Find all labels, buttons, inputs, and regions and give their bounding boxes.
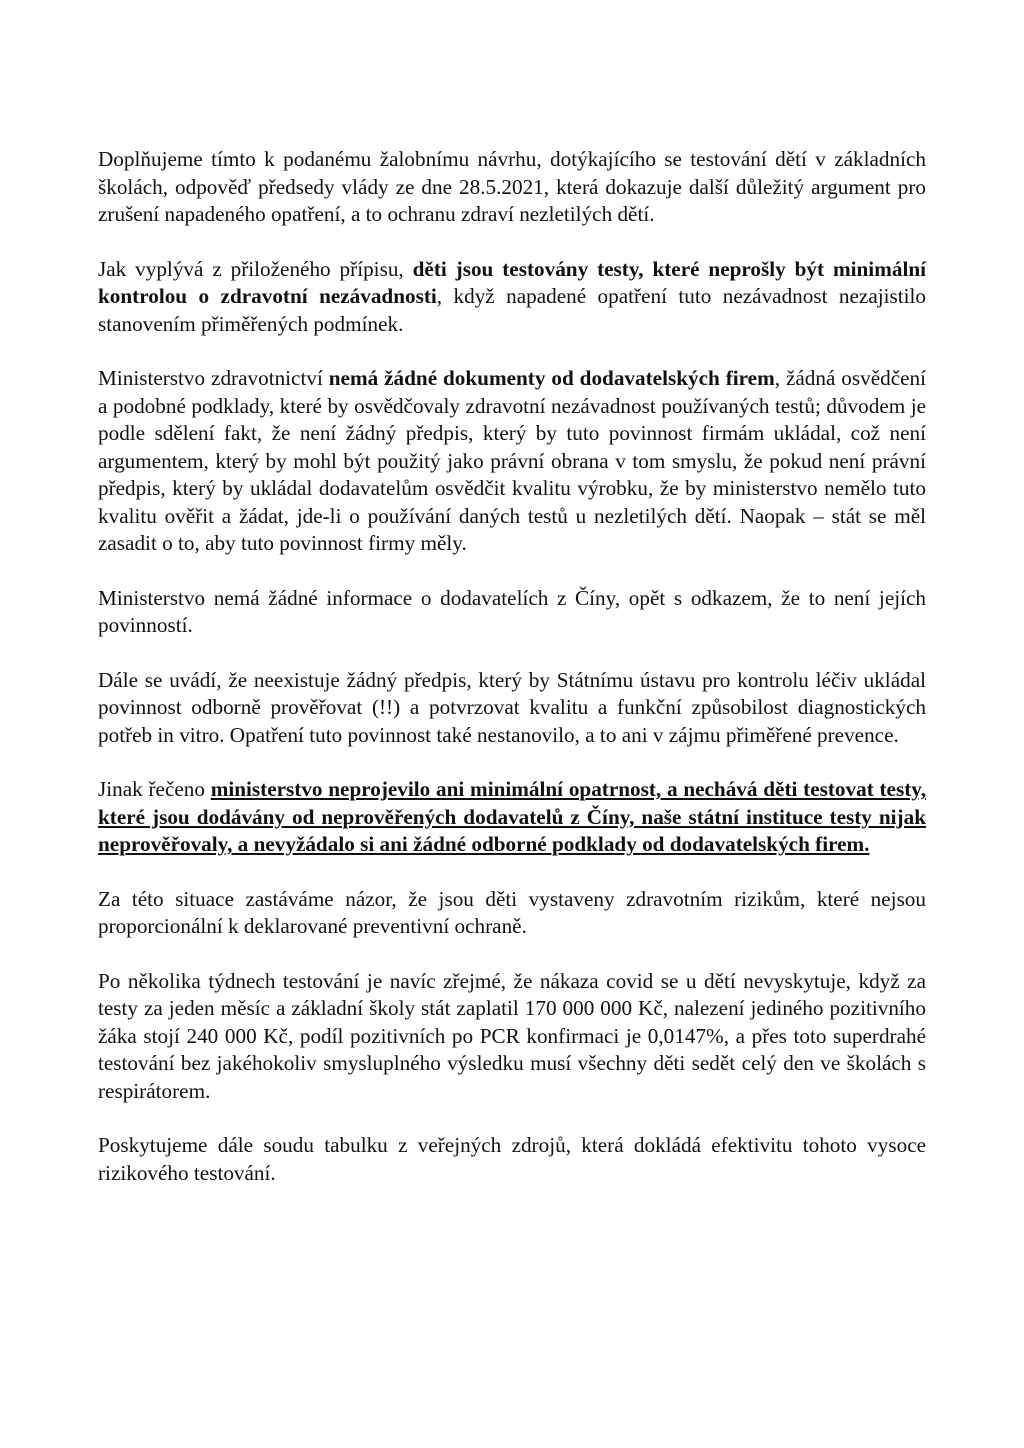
bold-emphasis: nemá žádné dokumenty od dodavatelských firem [328,366,775,390]
paragraph-text: Ministerstvo nemá žádné informace o dodavatelích z Číny, opět s odkazem, že to není jejích povinností. [98,585,926,637]
paragraph-text: Doplňujeme tímto k podanému žalobnímu návrhu, dotýkajícího se testování dětí v základních školách, odpověď předsedy vlády ze dne 28.5.2021, která dokazuje další důležitý argument pro zrušení napadeného opatření, a to ochranu zdraví nezletilých dětí. [98,147,926,226]
paragraph-text: , když napadené opatření tuto nezávadnost nezajistilo stanovením přiměřených podmínek. [98,284,926,336]
bold-underlined-emphasis: ministerstvo neprojevilo ani minimální opatrnost, a nechává děti testovat testy, které jsou dodávány od neprověřených dodavatelů z Číny, naše státní instituce testy nijak neprověřovaly, a nevyžádalo si ani žádné odborné podklady od dodavatelských firem. [98,777,926,856]
paragraph-text: Jak vyplývá z přiloženého přípisu, [98,256,413,281]
paragraph-text: , žádná osvědčení a podobné podklady, které by osvědčovaly zdravotní nezávadnost používaných testů; důvodem je podle sdělení fakt, že není žádný předpis, který by tuto povinnost firmám ukládal, což není argumentem, který by mohl být použitý jako právní obrana v tom smyslu, že pokud není právní předpis, který by ukládal dodavatelům osvědčit kvalitu výrobku, že by ministerstvo nemělo tuto kvalitu ověřit a žádat, jde-li o používání daných testů u nezletilých dětí. Naopak – stát se měl zasadit o to, aby tuto povinnost firmy měly. [98,366,927,555]
paragraph-2 [98,256,926,339]
paragraph-text: Jinak řečeno [98,777,211,801]
paragraph-9 [98,1132,926,1187]
paragraph-text: Poskytujeme dále soudu tabulku z veřejných zdrojů, která dokládá efektivitu tohoto vysoce rizikového testování. [98,1133,926,1185]
paragraph-1 [98,146,926,229]
paragraph-text: Za této situace zastáváme názor, že jsou děti vystaveny zdravotním rizikům, které nejsou proporcionální k deklarované preventivní ochraně. [98,886,926,938]
paragraph-4 [98,585,926,640]
bold-emphasis: děti jsou testovány testy, které neprošly být minimální kontrolou o zdravotní nezávadnosti [98,256,926,308]
paragraph-text: Ministerstvo zdravotnictví [98,366,329,390]
paragraph-5 [98,667,926,750]
paragraph-6 [98,776,926,859]
paragraph-7 [98,886,926,941]
paragraph-text: Po několika týdnech testování je navíc zřejmé, že nákaza covid se u dětí nevyskytuje, když za testy za jeden měsíc a základní školy stát zaplatil 170 000 000 Kč, nalezení jediného pozitivního žáka stojí 240 000 Kč, podíl pozitivních po PCR konfirmaci je 0,0147%, a přes toto superdrahé testování bez jakéhokoliv smysluplného výsledku musí všechny děti sedět celý den ve školách s respirátorem. [98,968,926,1103]
document-page [98,146,926,1214]
paragraph-text: Dále se uvádí, že neexistuje žádný předpis, který by Státnímu ústavu pro kontrolu léčiv ukládal povinnost odborně prověřovat (!!) a potvrzovat kvalitu a funkční způsobilost diagnostických potřeb in vitro. Opatření tuto povinnost také nestanovilo, a to ani v zájmu přiměřené prevence. [98,667,926,747]
paragraph-8 [98,968,926,1106]
paragraph-3 [98,365,926,558]
